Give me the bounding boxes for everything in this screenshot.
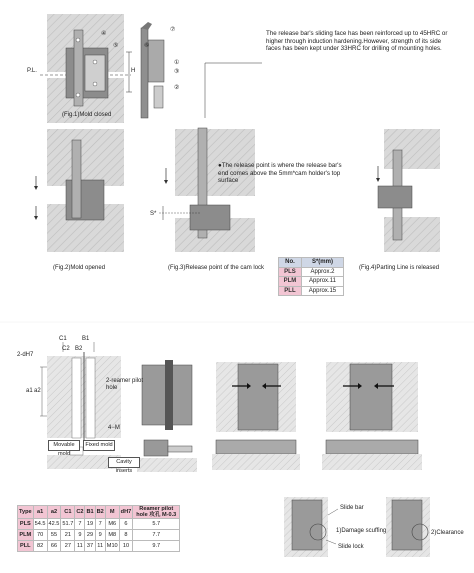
table-cell: 9	[95, 530, 105, 541]
circled-4: ④	[101, 31, 107, 37]
table-cell: Approx.15	[301, 286, 343, 296]
fig4-parting-line-released	[376, 129, 440, 252]
dimension-table-header	[18, 506, 180, 519]
pl-label: P.L.	[27, 68, 37, 74]
table-cell: 29	[85, 530, 95, 541]
dh7-label: 2-dH7	[17, 352, 34, 358]
fig2-caption: (Fig.2)Mold opened	[53, 265, 106, 271]
s-table	[278, 257, 344, 296]
table-row	[18, 519, 180, 530]
fig2-mold-opened	[34, 129, 124, 252]
header-cell: M	[105, 506, 119, 519]
c1-label: C1	[59, 336, 67, 342]
slide-lock-views	[137, 360, 422, 472]
reinforced-note: The release bar's sliding face has been reinforced up to 45HRC or higher through induction hardening.However, strength of its side faces has been kept under 33HRC for drilling of mounting holes.	[266, 30, 448, 53]
a1-label: a1	[26, 388, 33, 394]
table-row	[18, 541, 180, 552]
table-cell: 82	[33, 541, 47, 552]
header-cell: B1	[85, 506, 95, 519]
h-label: H	[131, 68, 136, 74]
fig3-caption: (Fig.3)Release point of the cam lock	[168, 265, 265, 271]
release-point-note: ●The release point is where the release bar's end comes above the 5mm*cam holder's top surface	[218, 162, 342, 185]
table-cell: Approx.2	[301, 267, 343, 277]
slide-bar-label: Slide bar	[340, 505, 364, 511]
fig1-mold-closed	[40, 14, 262, 123]
table-cell: 9.7	[133, 541, 180, 552]
table-cell: 6	[119, 519, 133, 530]
circled-5: ⑤	[113, 43, 119, 49]
table-cell: PLS	[279, 267, 302, 277]
table-cell: PLS	[18, 519, 34, 530]
table-cell: 37	[85, 541, 95, 552]
circled-1: ①	[174, 60, 180, 66]
header-cell: Reamer pilot hole 攻孔 M-0.3	[133, 506, 180, 519]
table-row	[18, 530, 180, 541]
c2-label: C2	[62, 346, 70, 352]
header-cell: Type	[18, 506, 34, 519]
movable-mold-label: Movable mold	[48, 440, 80, 451]
table-cell: 7.7	[133, 530, 180, 541]
header-cell: a1	[33, 506, 47, 519]
cavity-inserts-label: Cavity inserts	[108, 457, 140, 468]
table-cell: 51.7	[61, 519, 75, 530]
table-cell: PLM	[18, 530, 34, 541]
table-cell: 27	[61, 541, 75, 552]
header-cell: C1	[61, 506, 75, 519]
header-cell: B2	[95, 506, 105, 519]
s-table-header-cell: No.	[279, 258, 302, 268]
header-cell: dH7	[119, 506, 133, 519]
header-cell: a2	[47, 506, 61, 519]
table-cell: 42.5	[47, 519, 61, 530]
m4-label: 4−M	[108, 425, 120, 431]
table-cell: PLL	[279, 286, 302, 296]
clearance-label: 2)Clearance	[431, 530, 464, 536]
table-cell: 54.5	[33, 519, 47, 530]
table-row	[279, 267, 344, 277]
table-cell: 21	[61, 530, 75, 541]
table-cell: PLM	[279, 277, 302, 287]
table-cell: 66	[47, 541, 61, 552]
circled-2: ②	[174, 85, 180, 91]
slide-lock-label: Slide lock	[338, 544, 364, 550]
b2-label: B2	[75, 346, 83, 352]
table-cell: 5.7	[133, 519, 180, 530]
fig3-release-point	[159, 128, 255, 252]
reamer-label: 2-reamer pilot hole	[106, 378, 144, 391]
a2-label: a2	[34, 388, 41, 394]
dimension-table	[17, 505, 180, 552]
table-cell: 7	[95, 519, 105, 530]
fig1-caption: (Fig.1)Mold closed	[62, 112, 112, 118]
b1-label: B1	[82, 336, 90, 342]
circled-3: ③	[174, 69, 180, 75]
fig4-caption: (Fig.4)Parting Line is released	[359, 265, 440, 271]
table-row	[279, 286, 344, 296]
table-cell: 8	[119, 530, 133, 541]
table-cell: 10	[119, 541, 133, 552]
table-cell: 7	[75, 519, 85, 530]
table-cell: 11	[75, 541, 85, 552]
damage-scuffing-label: 1)Damage scuffing	[336, 528, 387, 534]
table-cell: 9	[75, 530, 85, 541]
s-table-header	[279, 258, 344, 268]
table-cell: M6	[105, 519, 119, 530]
table-cell: M8	[105, 530, 119, 541]
table-cell: 19	[85, 519, 95, 530]
table-cell: 11	[95, 541, 105, 552]
circled-6: ⑥	[144, 43, 150, 49]
table-cell: 55	[47, 530, 61, 541]
fixed-mold-label: Fixed mold	[83, 440, 115, 451]
s-dimension-label: S*	[150, 211, 157, 217]
table-cell: M10	[105, 541, 119, 552]
table-row	[279, 277, 344, 287]
table-cell: PLL	[18, 541, 34, 552]
s-table-header-cell: S*(mm)	[301, 258, 343, 268]
circled-7: ⑦	[170, 27, 176, 33]
header-cell: C2	[75, 506, 85, 519]
table-cell: 70	[33, 530, 47, 541]
table-cell: Approx.11	[301, 277, 343, 287]
